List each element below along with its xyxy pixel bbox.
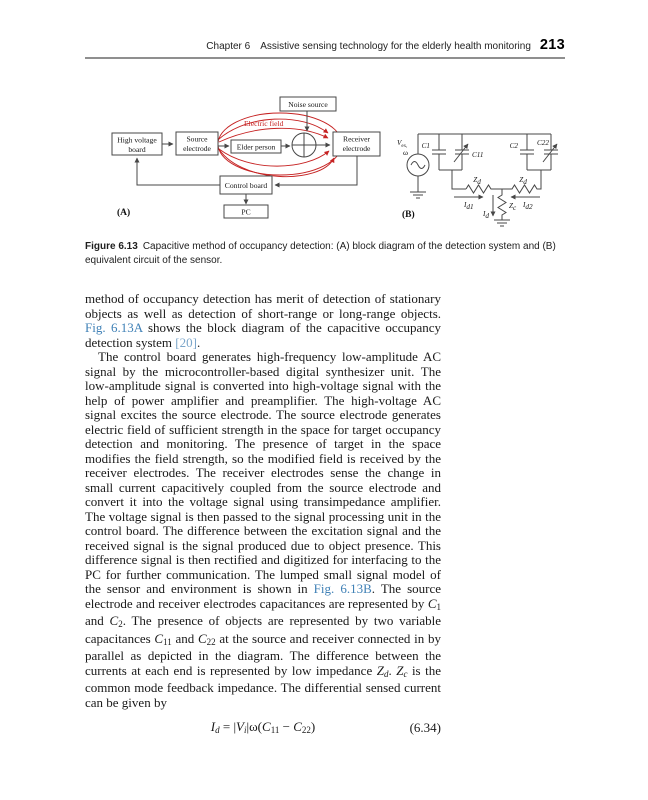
id-label: Id (483, 210, 489, 220)
summing-junction-icon (292, 133, 316, 157)
body-text (85, 292, 441, 710)
equivalent-circuit (397, 134, 558, 226)
elder-person-box (231, 140, 281, 153)
source-electrode-box (176, 132, 218, 155)
zd-left-label: Zd (473, 176, 481, 186)
c2-label: C2 (509, 142, 518, 150)
equation-number: (6.34) (409, 720, 441, 735)
c1-label: C1 (421, 142, 430, 150)
svg-text:Receiver: Receiver (343, 134, 370, 144)
svg-text:High voltage: High voltage (117, 135, 157, 145)
svg-text:Noise source: Noise source (288, 100, 328, 109)
subfigure-a-label: (A) (117, 208, 131, 218)
noise-source-box (280, 97, 336, 111)
subfigure-b-label: (B) (402, 210, 415, 220)
chapter-label: Chapter 6 (206, 41, 251, 52)
zc-label: Zc (509, 202, 517, 212)
vex-label: $V_{ex,}$ (397, 139, 408, 149)
omega-label: ω (403, 148, 408, 157)
chapter-title: Assistive sensing technology for the elderly health monitoring (260, 41, 531, 52)
receiver-electrode-box (333, 132, 380, 156)
figure-6-13 (100, 88, 570, 236)
figure-label: Figure 6.13 (85, 241, 138, 252)
svg-text:electrode: electrode (342, 144, 371, 153)
equation-6-34 (85, 719, 441, 735)
c22-label: C22 (537, 139, 549, 147)
svg-text:Source: Source (186, 134, 208, 144)
svg-text:Control board: Control board (224, 181, 268, 190)
id1-label: Id1 (464, 201, 474, 211)
high-voltage-board-box (112, 133, 162, 155)
control-board-box (220, 176, 272, 194)
svg-text:PC: PC (241, 207, 251, 217)
pc-box (224, 205, 268, 218)
svg-text:electrode: electrode (183, 144, 211, 153)
page-number: 213 (539, 37, 565, 53)
caption-text: Capacitive method of occupancy detection: (A) block diagram of the detection system and (B) (142, 241, 556, 252)
header-rule (85, 57, 565, 59)
running-header (85, 37, 565, 53)
svg-text:Elder person: Elder person (236, 142, 276, 152)
ac-source-icon (407, 154, 429, 176)
zd-right-label: Zd (519, 176, 527, 186)
caption-line-2: equivalent circuit of the sensor. (85, 254, 223, 266)
block-diagram (112, 97, 380, 218)
id2-label: Id2 (523, 201, 533, 211)
caption-line-1 (85, 240, 573, 254)
figure-caption (85, 240, 573, 267)
svg-text:board: board (128, 145, 146, 154)
paragraph: method of occupancy detection has merit of detection of stationary objects as well as detection of short-range or long-range objects. Fig. 6.13A shows the block diagram of the capacitive occupancy detection system [20]. (85, 291, 442, 350)
electric-field-label: Electric field (244, 119, 284, 128)
c11-label: C11 (472, 151, 484, 159)
paragraph: The control board generates high-frequency low-amplitude AC signal by the microcontroller-based digital synthesizer unit. The low-amplitude signal is converted into high-voltage signal with the help of power amplifier and preamplifier. The high-voltage AC signal excites the source electrode. The source electrode generates electric field of sufficient strength in the space for target occupancy detection and monitoring. The presence of target in the space modifies the field strength, so the modified field is received by the receiver electrodes. The receiver electrodes sense the change in small current capacitively coupled from the source electrode and convert it into the voltage signal using transimpedance amplifier. The voltage signal is then passed to the signal processing unit in the control board. The difference between the excitation signal and the received signal is the signal produced due to object presence. This difference signal is then rectified and digitized for interfacing to the PC for further communication. The lumped small signal model of the sensor and environment is shown in Fig. 6.13B. The source electrode and receiver electrodes capacitances are represented by C1 and C2. The presence of objects are represented by two variable capacitances C11 and C22 at the source and receiver connected in by parallel as depicted in the diagram. The difference between the currents at each end is represented by low impedance Zd. Zc is the common mode feedback impedance. The differential sensed current can be given by (85, 349, 442, 710)
equation-body: Id = |Vi|ω(C11 − C22) (210, 719, 316, 735)
